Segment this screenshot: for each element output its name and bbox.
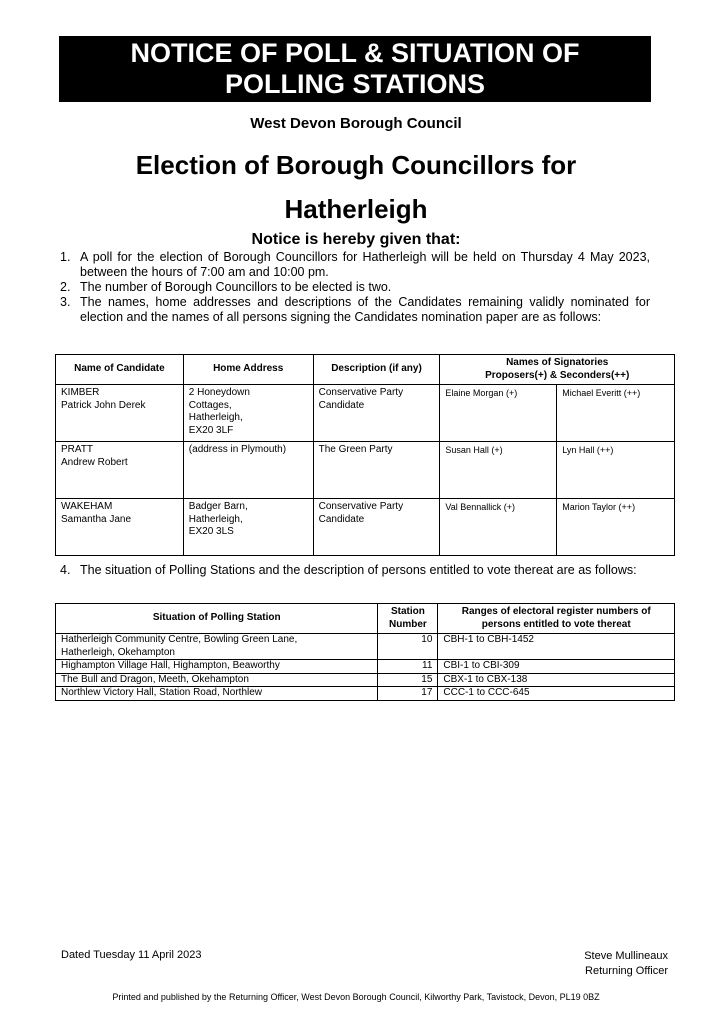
- table-row: [56, 673, 675, 687]
- header-signatories-line-1: Names of Signatories: [506, 357, 609, 368]
- candidate-surname: WAKEHAM: [61, 501, 113, 512]
- candidate-name: [56, 499, 184, 556]
- address-line: Hatherleigh,: [188, 513, 243, 525]
- header-signatories-line-2: Proposers(+) & Seconders(++): [485, 369, 630, 381]
- table-row: [56, 385, 675, 442]
- notice-heading: Notice is hereby given that:: [251, 231, 461, 248]
- address-line: Hatherleigh,: [188, 412, 243, 423]
- officer-title: Returning Officer: [585, 965, 668, 977]
- table-row: [56, 499, 675, 556]
- candidate-name: [56, 442, 184, 499]
- candidate-surname: KIMBER: [61, 387, 100, 398]
- clause-number: 4.: [60, 563, 71, 577]
- table-row: [56, 687, 675, 701]
- address-line: Badger Barn,: [188, 501, 248, 512]
- polling-stations-table: [55, 603, 675, 701]
- station-number: 17: [378, 687, 438, 701]
- clause-text: The names, home addresses and descriptions of the Candidates remaining validly nominated for election and the names of all persons signing the Candidates nomination paper are as follows:: [80, 295, 650, 324]
- election-title-line-1: Election of Borough Councillors for: [135, 150, 577, 180]
- clause-number: 2.: [60, 280, 71, 294]
- register-range: CBH-1 to CBH-1452: [438, 634, 675, 660]
- clause-1: [60, 250, 650, 280]
- candidate-description: [313, 442, 440, 499]
- seconder: Marion Taylor (++): [557, 499, 675, 556]
- header-name-of-candidate: Name of Candidate: [56, 355, 184, 385]
- candidate-forenames: Patrick John Derek: [61, 399, 146, 411]
- clause-number: 1.: [60, 250, 71, 264]
- description-line: Candidate: [318, 513, 365, 525]
- situation-line: The Bull and Dragon, Meeth, Okehampton: [61, 673, 249, 685]
- table-row: [56, 634, 675, 660]
- notice-banner: [59, 36, 651, 102]
- header-ranges: [438, 604, 675, 634]
- station-number: 10: [378, 634, 438, 660]
- clause-text: The situation of Polling Stations and the description of persons entitled to vote thereat are as follows:: [80, 563, 637, 577]
- candidates-table: [55, 354, 675, 556]
- banner-line-2: POLLING STATIONS: [225, 69, 485, 99]
- situation-line: Hatherleigh, Okehampton: [61, 646, 175, 658]
- officer-name: Steve Mullineaux: [584, 950, 668, 962]
- address-line: EX20 3LF: [188, 424, 234, 436]
- candidate-address: [183, 499, 313, 556]
- register-range: CBI-1 to CBI-309: [438, 660, 675, 674]
- table-header-row: [56, 604, 675, 634]
- election-title-line-2: Hatherleigh: [284, 194, 428, 224]
- candidate-forenames: Samantha Jane: [61, 513, 132, 525]
- candidate-address: [183, 442, 313, 499]
- candidate-address: [183, 385, 313, 442]
- table-row: [56, 660, 675, 674]
- description-line: Conservative Party: [318, 501, 404, 512]
- header-station-number: [378, 604, 438, 634]
- address-line: (address in Plymouth): [188, 444, 287, 455]
- clause-text: The number of Borough Councillors to be elected is two.: [80, 280, 392, 294]
- station-situation: [56, 687, 378, 701]
- register-range: CBX-1 to CBX-138: [438, 673, 675, 687]
- header-signatories: [440, 355, 675, 385]
- candidate-description: [313, 385, 440, 442]
- address-line: 2 Honeydown: [188, 387, 250, 398]
- dated-line: Dated Tuesday 11 April 2023: [61, 949, 202, 961]
- description-line: Candidate: [318, 399, 365, 411]
- header-ranges-line-2: persons entitled to vote thereat: [481, 618, 631, 630]
- description-line: Conservative Party: [318, 387, 404, 398]
- proposer: Susan Hall (+): [440, 442, 557, 499]
- header-home-address: Home Address: [183, 355, 313, 385]
- clause-4: [60, 563, 650, 578]
- situation-line: Highampton Village Hall, Highampton, Beaworthy: [61, 660, 280, 671]
- address-line: EX20 3LS: [188, 526, 234, 537]
- address-line: Cottages,: [188, 399, 232, 411]
- candidate-name: [56, 385, 184, 442]
- situation-line: Hatherleigh Community Centre, Bowling Green Lane,: [61, 634, 298, 645]
- station-number: 15: [378, 673, 438, 687]
- header-description: Description (if any): [313, 355, 440, 385]
- station-situation: [56, 673, 378, 687]
- station-number: 11: [378, 660, 438, 674]
- seconder: Michael Everitt (++): [557, 385, 675, 442]
- clause-2: [60, 280, 650, 295]
- station-situation: [56, 634, 378, 660]
- register-range: CCC-1 to CCC-645: [438, 687, 675, 701]
- header-ranges-line-1: Ranges of electoral register numbers of: [461, 606, 651, 617]
- clause-text: A poll for the election of Borough Councillors for Hatherleigh will be held on Thursday 4 May 2023, between the hours of 7:00 am and 10:00 pm.: [80, 250, 650, 279]
- table-row: [56, 442, 675, 499]
- candidate-surname: PRATT: [61, 444, 94, 455]
- proposer: Elaine Morgan (+): [440, 385, 557, 442]
- clause-3: [60, 295, 650, 325]
- imprint: Printed and published by the Returning Officer, West Devon Borough Council, Kilworthy Park, Tavistock, Devon, PL19 0BZ: [112, 992, 600, 1002]
- description-line: The Green Party: [318, 444, 393, 455]
- header-station-line-2: Number: [389, 618, 427, 630]
- clause-4-block: [60, 563, 650, 578]
- notice-clauses: [60, 250, 650, 325]
- election-title: [0, 143, 712, 231]
- table-header-row: [56, 355, 675, 385]
- proposer: Val Bennallick (+): [440, 499, 557, 556]
- banner-line-1: NOTICE OF POLL & SITUATION OF: [130, 38, 580, 68]
- council-name: West Devon Borough Council: [250, 115, 462, 132]
- header-situation: Situation of Polling Station: [56, 604, 378, 634]
- candidate-description: [313, 499, 440, 556]
- returning-officer: [584, 949, 668, 979]
- header-station-line-1: Station: [390, 606, 425, 617]
- seconder: Lyn Hall (++): [557, 442, 675, 499]
- candidate-forenames: Andrew Robert: [61, 456, 128, 468]
- station-situation: [56, 660, 378, 674]
- clause-number: 3.: [60, 295, 71, 309]
- situation-line: Northlew Victory Hall, Station Road, Northlew: [61, 687, 263, 698]
